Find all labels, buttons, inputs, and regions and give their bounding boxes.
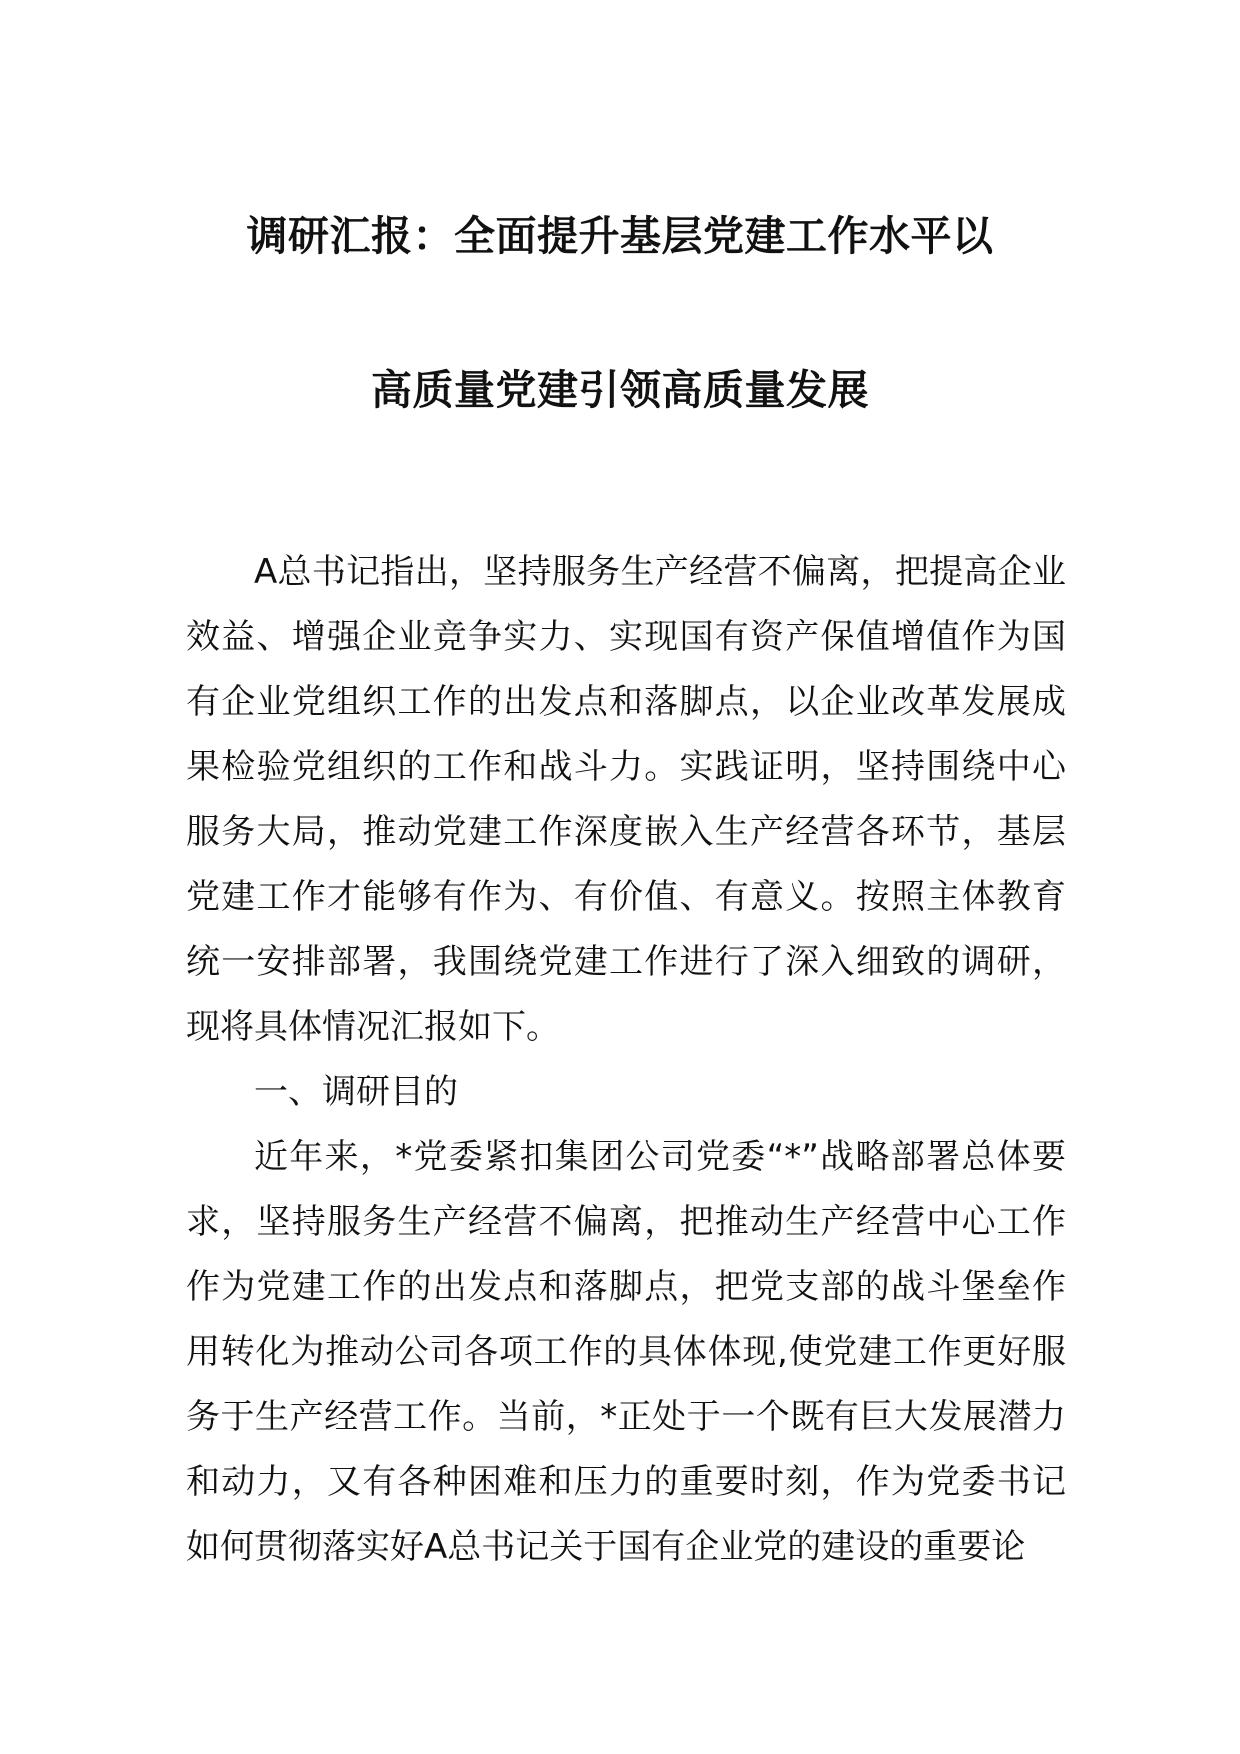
document-title-line-2: 高质量党建引领高质量发展	[371, 366, 869, 414]
paragraph-research-purpose: 近年来，*党委紧扣集团公司党委“*”战略部署总体要求，坚持服务生产经营不偏离，把推动生产经营中心工作作为党建工作的出发点和落脚点，把党支部的战斗堡垒作用转化为推动公司各项工作的具体体现,使党建工作更好服务于生产经营工作。当前，*正处于一个既有巨大发展潜力和动力，又有各种困难和压力的重要时刻，作为党委书记如何贯彻落实好A总书记关于国有企业党的建设的重要论	[186, 1137, 1066, 1567]
paragraph-intro: A总书记指出，坚持服务生产经营不偏离，把提高企业效益、增强企业竞争实力、实现国有资产保值增值作为国有企业党组织工作的出发点和落脚点，以企业改革发展成果检验党组织的工作和战斗力。实践证明，坚持围绕中心服务大局，推动党建工作深度嵌入生产经营各环节，基层党建工作才能够有作为、有价值、有意义。按照主体教育统一安排部署，我围绕党建工作进行了深入细致的调研，现将具体情况汇报如下。	[186, 552, 1066, 1047]
document-body	[186, 540, 1066, 1580]
section-heading-research-purpose: 一、调研目的	[254, 1072, 458, 1112]
document-title-line-1: 调研汇报：全面提升基层党建工作水平以	[246, 212, 994, 260]
